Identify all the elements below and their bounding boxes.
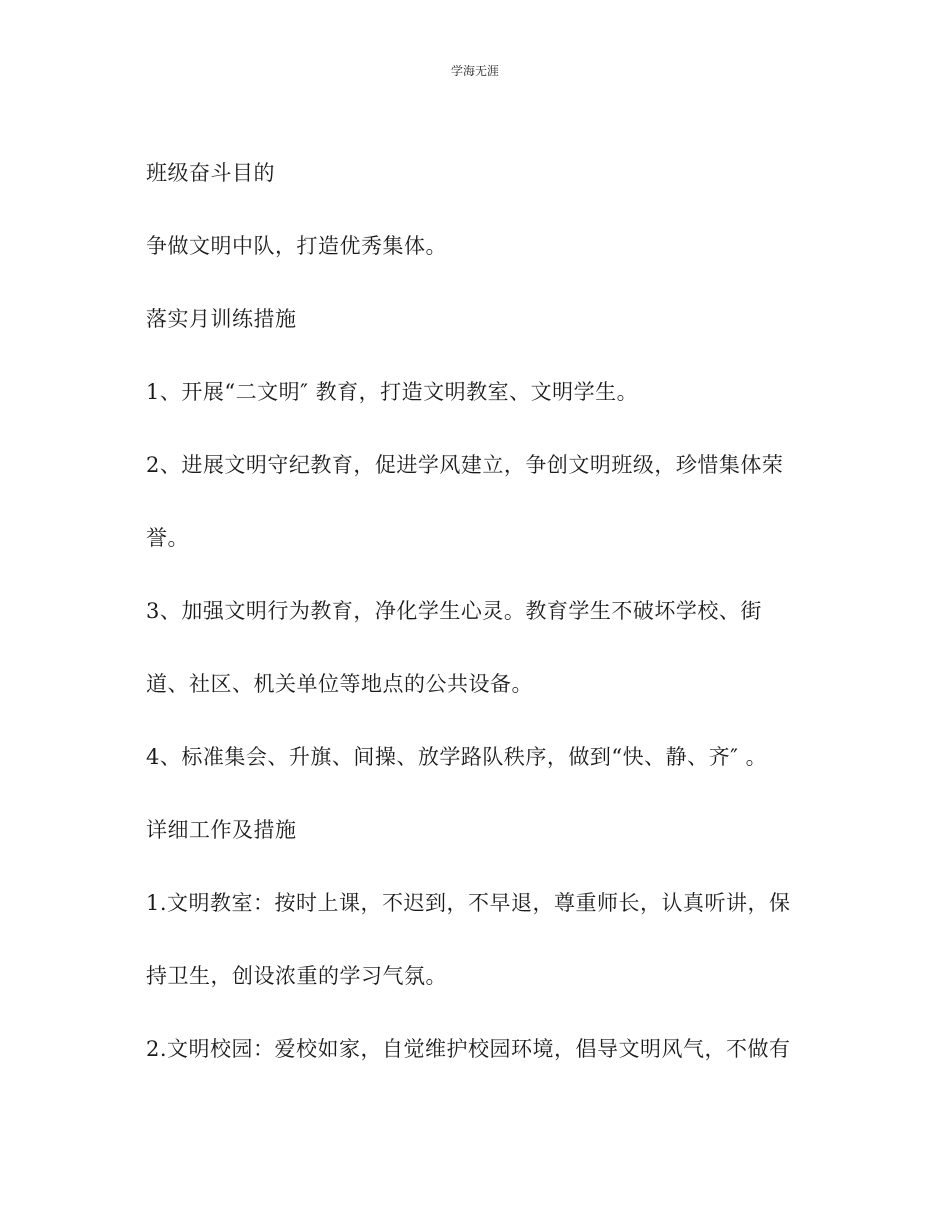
list-item-2: 2、进展文明守纪教育，促进学风建立，争创文明班级，珍惜集体荣 [146,453,784,477]
list-item-4: 4、标准集会、升旗、间操、放学路队秩序，做到“快、静、齐″ 。 [146,745,768,769]
work-item-2: 2.文明校园：爱校如家，自觉维护校园环境，倡导文明风气，不做有 [146,1037,791,1061]
section-heading-work: 详细工作及措施 [146,818,297,842]
work-item-1-continued: 持卫生，创设浓重的学习气氛。 [146,964,447,988]
page-header: 学海无涯 [450,64,499,78]
work-item-1: 1.文明教室：按时上课，不迟到，不早退，尊重师长，认真听讲，保 [146,891,791,915]
paragraph-line: 争做文明中队，打造优秀集体。 [146,234,447,258]
list-item-3-continued: 道、社区、机关单位等地点的公共设备。 [146,672,533,696]
section-heading-measures: 落实月训练措施 [146,307,297,331]
list-item-2-continued: 誉。 [146,526,189,550]
list-item-1: 1、开展“二文明″ 教育，打造文明教室、文明学生。 [146,380,639,404]
list-item-3: 3、加强文明行为教育，净化学生心灵。教育学生不破坏学校、街 [146,599,762,623]
document-body [146,137,816,1086]
section-heading-goal: 班级奋斗目的 [146,161,275,185]
